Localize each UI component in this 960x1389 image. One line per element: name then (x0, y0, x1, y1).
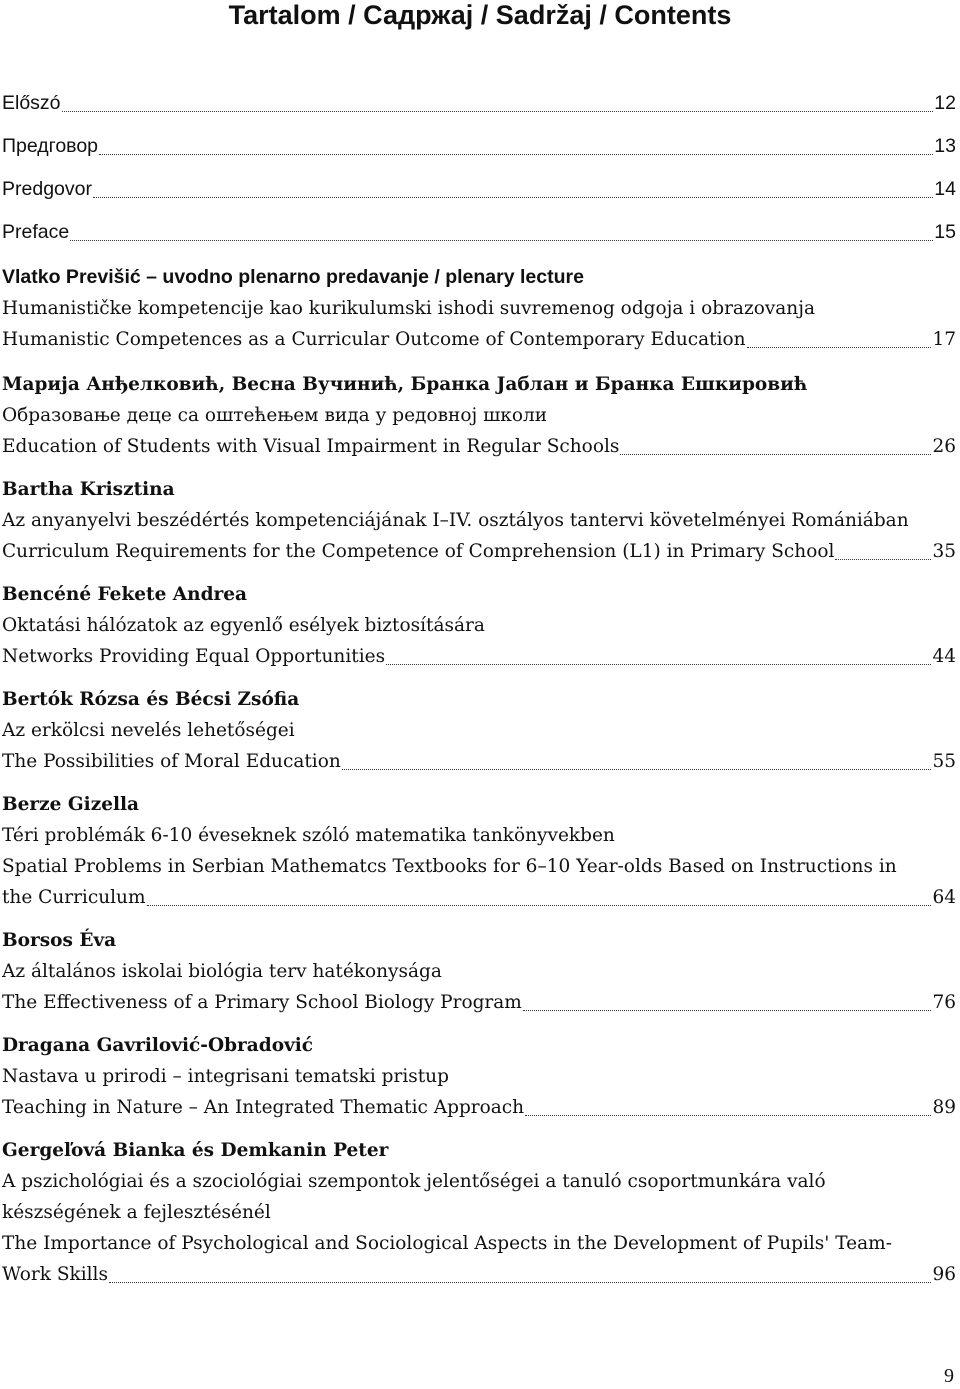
toc-page-number: 35 (932, 541, 956, 562)
toc-entry[interactable] (2, 1092, 956, 1123)
toc-entry-title: Networks Providing Equal Opportunities (2, 646, 386, 667)
toc-entry[interactable] (2, 641, 956, 672)
toc-entry[interactable] (2, 746, 956, 777)
toc-entry-title: Curriculum Requirements for the Competence of Comprehension (L1) in Primary School (2, 541, 835, 562)
toc-entry-title: The Effectiveness of a Primary School Biology Program (2, 992, 522, 1013)
toc-entry[interactable] (2, 431, 956, 462)
toc-entry-title: Work Skills (2, 1264, 108, 1285)
toc-author: Berze Gizella (2, 794, 140, 815)
toc-page-number: 12 (934, 92, 956, 114)
toc-author: Dragana Gavrilović-Obradović (2, 1035, 314, 1056)
dot-leader (620, 454, 931, 455)
toc-entry-title: The Importance of Psychological and Sociological Aspects in the Development of Pupils' Team- (2, 1233, 892, 1254)
toc-entry-title: Oktatási hálózatok az egyenlő esélyek biztosítására (2, 615, 485, 636)
dot-leader (525, 1115, 931, 1116)
toc-page-number: 17 (932, 329, 956, 350)
toc-entry-title: Education of Students with Visual Impairment in Regular Schools (2, 436, 620, 457)
toc-entry-title: Spatial Problems in Serbian Mathematcs Textbooks for 6–10 Year-olds Based on Instructions in (2, 856, 897, 877)
toc-page-number: 13 (934, 135, 956, 157)
toc-author: Vlatko Previšić – uvodno plenarno predavanje / plenary lecture (2, 266, 584, 288)
toc-entry-title: Előszó (2, 92, 61, 114)
toc-entry-title: Téri problémák 6-10 éveseknek szóló matematika tankönyvekben (2, 825, 615, 846)
toc-entry-title: Preface (2, 221, 70, 243)
page-title: Tartalom / Садржај / Sadržaj / Contents (228, 0, 732, 30)
dot-leader (386, 664, 931, 665)
dot-leader (99, 154, 933, 155)
toc-entry-title: Nastava u prirodi – integrisani tematski pristup (2, 1066, 449, 1087)
toc-entry-title: Az anyanyelvi beszédértés kompetenciájának I–IV. osztályos tantervi követelményei Romániában (2, 510, 909, 531)
dot-leader (93, 197, 933, 198)
toc-page-number: 26 (932, 436, 956, 457)
dot-leader (342, 769, 932, 770)
toc-page-number: 15 (934, 221, 956, 243)
toc-entry-foreword-hu[interactable] (2, 88, 956, 119)
dot-leader (62, 111, 934, 112)
toc-author: Марија Анђелковић, Весна Вучинић, Бранка Јаблан и Бранка Ешкировић (2, 374, 808, 395)
toc-entry-preface[interactable] (2, 217, 956, 248)
toc-page-number: 14 (934, 178, 956, 200)
toc-entry[interactable] (2, 882, 956, 913)
toc-entry-foreword-sr-lat[interactable] (2, 174, 956, 205)
toc-page-number: 76 (932, 992, 956, 1013)
toc-entry-title: Teaching in Nature – An Integrated Thematic Approach (2, 1097, 525, 1118)
toc-entry-title: Предговор (2, 135, 99, 157)
table-of-contents (2, 88, 956, 1290)
toc-page-number: 89 (932, 1097, 956, 1118)
toc-page-number: 55 (932, 751, 956, 772)
toc-entry[interactable] (2, 536, 956, 567)
toc-entry-title: the Curriculum (2, 887, 146, 908)
toc-author: Bartha Krisztina (2, 479, 175, 500)
toc-entry-title: Образовање деце са оштећењем вида у редовној школи (2, 405, 548, 426)
dot-leader (835, 559, 931, 560)
toc-entry[interactable] (2, 987, 956, 1018)
toc-page-number: 96 (932, 1264, 956, 1285)
toc-entry-foreword-sr-cyr[interactable] (2, 131, 956, 162)
dot-leader (147, 905, 932, 906)
toc-entry-title: The Possibilities of Moral Education (2, 751, 341, 772)
toc-entry[interactable] (2, 324, 956, 355)
toc-author: Borsos Éva (2, 930, 117, 951)
toc-entry-title: készségének a fejlesztésénél (2, 1202, 271, 1223)
dot-leader (70, 240, 933, 241)
toc-entry[interactable] (2, 1259, 956, 1290)
toc-page-number: 44 (932, 646, 956, 667)
dot-leader (109, 1282, 931, 1283)
toc-entry-title: Az általános iskolai biológia terv hatékonysága (2, 961, 442, 982)
toc-entry-title: Predgovor (2, 178, 92, 200)
toc-entry-title: Az erkölcsi nevelés lehetőségei (2, 720, 295, 741)
toc-author: Gergeľová Bianka és Demkanin Peter (2, 1140, 389, 1161)
page-number: 9 (944, 1365, 954, 1387)
toc-page-number: 64 (932, 887, 956, 908)
dot-leader (747, 347, 932, 348)
dot-leader (523, 1010, 932, 1011)
toc-entry-title: Humanističke kompetencije kao kurikulumski ishodi suvremenog odgoja i obrazovanja (2, 298, 815, 319)
toc-entry-title: Humanistic Competences as a Curricular Outcome of Contemporary Education (2, 329, 746, 350)
toc-author: Bertók Rózsa és Bécsi Zsófia (2, 689, 300, 710)
toc-author: Bencéné Fekete Andrea (2, 584, 248, 605)
toc-entry-title: A pszichológiai és a szociológiai szempontok jelentőségei a tanuló csoportmunkára való (2, 1171, 826, 1192)
